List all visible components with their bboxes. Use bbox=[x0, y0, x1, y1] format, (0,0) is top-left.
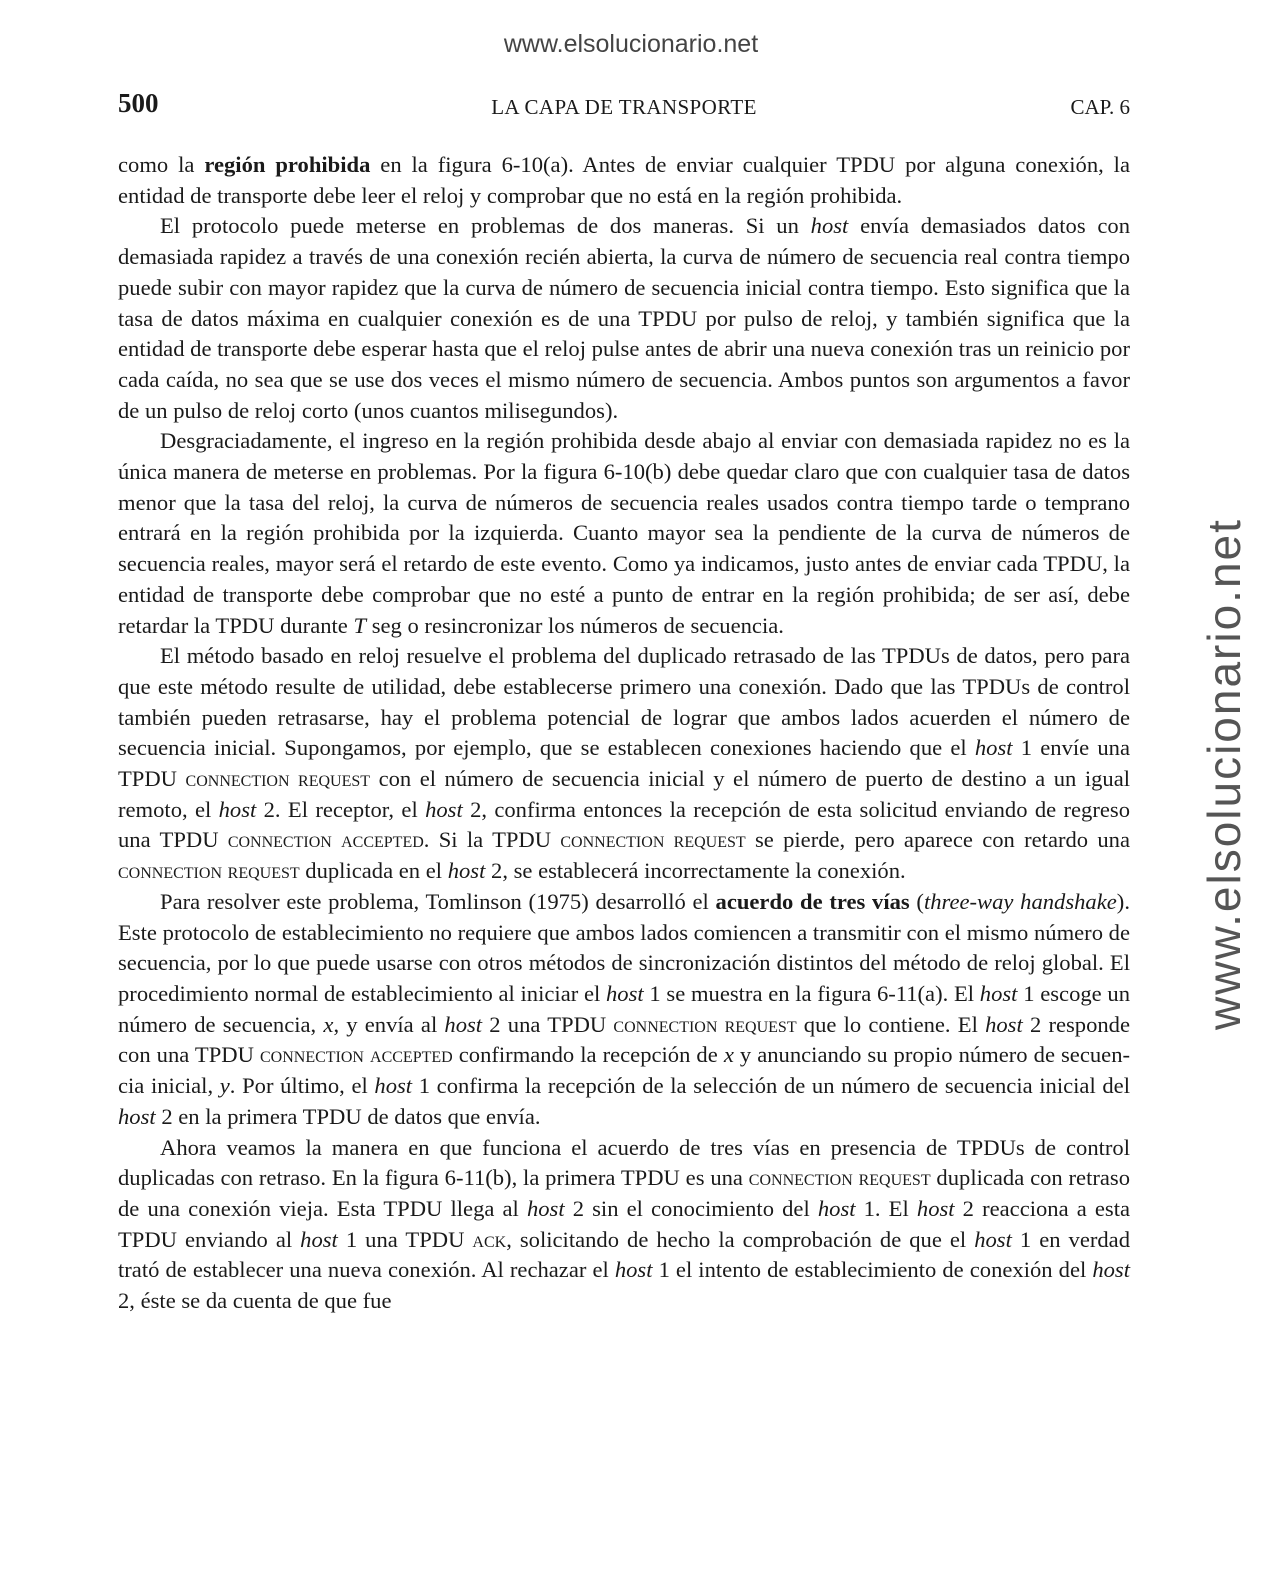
text: 2 en la primera TPDU de datos que envía. bbox=[155, 1103, 541, 1129]
text: envía demasiados datos con demasiada rapidez a través de una conexión recién abierta, la curva de número de secuencia real contra tiempo puede subir con mayor rapidez que la curva de número de secuencia inicial contra tiempo. Esto significa que la tasa de datos máxima en cualquier conexión es de una TPDU por pulso de reloj, y también significa que la entidad de transporte debe esperar hasta que el reloj pulse antes de abrir una nueva conexión tras un reinicio por cada caída, no sea que se use dos veces el mismo número de secuencia. Ambos puntos son argumentos a favor de un pulso de reloj corto (unos cuantos milisegundos). bbox=[118, 213, 1130, 423]
italic-term: host bbox=[444, 1011, 483, 1037]
smallcaps-term: connection request bbox=[560, 827, 746, 853]
italic-term: host bbox=[916, 1195, 955, 1221]
text: 2 reacciona a esta TPDU enviando al bbox=[118, 1195, 1131, 1252]
text: Desgraciadamente, el ingreso en la región prohibida desde abajo al enviar con demasiada rapidez no es la única manera de meterse en problemas. Por la figura 6-10(b) debe quedar claro que con cualquier tasa de datos menor que la tasa del reloj, la curva de números de secuencia reales usados contra tiempo tarde o temprano entrará en la región prohibida por la izquierda. Cuanto mayor sea la pendiente de la curva de números de secuencia reales, mayor será el retardo de este evento. Como ya indicamos, justo antes de enviar cada TPDU, la entidad de transporte debe comprobar que no esté a punto de entrar en la región prohibida; de ser así, debe retardar la TPDU durante bbox=[118, 428, 1130, 638]
text: 2, se establecerá incorrectamente la conexión. bbox=[485, 858, 906, 884]
text: 1 confirma la recepción de la selección de un número de secuencia inicial del bbox=[412, 1073, 1130, 1099]
text: seg o resincronizar los números de secuencia. bbox=[366, 612, 784, 638]
text: 2 responde con una TPDU bbox=[118, 1011, 1131, 1068]
italic-term: host bbox=[425, 796, 463, 822]
italic-term: host bbox=[974, 735, 1013, 761]
text: 1 se muestra en la figura 6-11(a). El bbox=[643, 980, 980, 1006]
smallcaps-term: connection request bbox=[613, 1011, 797, 1037]
smallcaps-term: connection accepted bbox=[259, 1042, 453, 1068]
italic-term: host bbox=[810, 213, 849, 239]
paragraph-1 bbox=[118, 150, 1130, 211]
italic-term: host bbox=[526, 1195, 565, 1221]
bold-term: región prohibida bbox=[204, 152, 371, 177]
italic-term: host bbox=[817, 1195, 856, 1221]
text: 2 sin el conocimiento del bbox=[564, 1195, 818, 1221]
text: . Por último, el bbox=[229, 1073, 375, 1099]
italic-term: x bbox=[323, 1011, 334, 1037]
paragraph-3 bbox=[118, 426, 1130, 641]
smallcaps-term: connection request bbox=[185, 766, 371, 792]
paragraph-5 bbox=[118, 887, 1130, 1133]
text: confirmando la recepción de bbox=[452, 1042, 724, 1068]
text: 2, éste se da cuenta de que fue bbox=[118, 1288, 392, 1314]
text: El protocolo puede meterse en problemas de dos maneras. Si un bbox=[160, 213, 811, 239]
italic-term: host bbox=[1092, 1257, 1130, 1283]
text: 2. El receptor, el bbox=[256, 796, 426, 822]
text: 2, confirma entonces la recepción de esta solicitud enviando de regreso una TPDU bbox=[118, 796, 1130, 853]
text: 1 en verdad trató de establecer una nueva conexión. Al rechazar el bbox=[118, 1226, 1131, 1283]
italic-term: y bbox=[219, 1073, 230, 1099]
text: 1 envíe una TPDU bbox=[118, 735, 1130, 792]
page-number: 500 bbox=[118, 88, 159, 118]
paragraph-2 bbox=[118, 211, 1130, 426]
text: , solicitando de hecho la comprobación de que el bbox=[506, 1226, 975, 1252]
italic-term: host bbox=[614, 1257, 653, 1283]
text: duplicada en el bbox=[299, 858, 448, 884]
text: con el número de secuencia inicial y el número de puerto de destino a un igual remoto, el bbox=[118, 766, 1130, 822]
text: duplicada con retraso de una conexión vieja. Esta TPDU llega al bbox=[118, 1165, 1131, 1221]
text: . Si la TPDU bbox=[423, 827, 561, 853]
text: ). Este protocolo de establecimiento no requiere que ambos lados comiencen a transmitir con el mismo número de secuencia, por lo que puede usarse con otros métodos de sincronización distintos del método de reloj global. El procedimiento normal de establecimiento al iniciar el bbox=[118, 888, 1130, 1006]
chapter-label: CAP. 6 bbox=[1070, 95, 1130, 119]
italic-term: T bbox=[353, 612, 367, 638]
italic-term: host bbox=[606, 980, 644, 1006]
text: se pierde, pero aparece con retardo una bbox=[745, 827, 1131, 853]
text: que lo contiene. El bbox=[796, 1011, 986, 1037]
bold-term: acuerdo de tres vías bbox=[715, 888, 910, 914]
text: 2 una TPDU bbox=[482, 1011, 614, 1037]
italic-term: host bbox=[985, 1011, 1023, 1037]
text: ( bbox=[909, 888, 924, 914]
smallcaps-term: connection request bbox=[748, 1165, 931, 1191]
smallcaps-term: ack bbox=[472, 1226, 507, 1252]
text: y anunciando su propio número de secuencia inicial, bbox=[118, 1042, 1131, 1099]
text: Para resolver este problema, Tomlinson (1975) desarrolló el bbox=[160, 888, 716, 914]
body-text bbox=[118, 150, 1130, 1317]
italic-term: host bbox=[118, 1103, 156, 1129]
italic-term: x bbox=[723, 1042, 734, 1068]
italic-term: three-way handshake bbox=[923, 888, 1117, 914]
chapter-title: LA CAPA DE TRANSPORTE bbox=[491, 95, 757, 119]
smallcaps-term: connection request bbox=[118, 858, 300, 884]
text: 1 escoge un número de secuencia, bbox=[118, 980, 1131, 1037]
text: 1 el intento de establecimiento de conexión del bbox=[652, 1257, 1093, 1283]
text: 1. El bbox=[855, 1195, 917, 1221]
running-head bbox=[118, 88, 1130, 128]
watermark-side: www.elsolucionario.net bbox=[1198, 518, 1250, 1030]
paragraph-4 bbox=[118, 641, 1130, 887]
italic-term: host bbox=[979, 980, 1018, 1006]
italic-term: host bbox=[374, 1073, 413, 1099]
italic-term: host bbox=[447, 858, 486, 884]
text: 1 una TPDU bbox=[337, 1226, 473, 1252]
text: , y envía al bbox=[333, 1011, 445, 1037]
paragraph-6 bbox=[118, 1133, 1130, 1317]
watermark-top: www.elsolucionario.net bbox=[503, 30, 759, 58]
text: Ahora veamos la manera en que funciona el acuerdo de tres vías en presencia de TPDUs de control duplicadas con retraso. En la figura 6-11(b), la primera TPDU es una bbox=[118, 1134, 1130, 1191]
smallcaps-term: connection accepted bbox=[227, 827, 424, 853]
text: El método basado en reloj resuelve el problema del duplicado retrasado de las TPDUs de datos, pero para que este método resulte de utilidad, debe establecerse primero una conexión. Dado que las TPDUs de control también pueden retrasarse, hay el problema potencial de lograr que ambos lados acuerden el número de secuencia inicial. Supongamos, por ejemplo, que se establecen conexiones haciendo que el bbox=[118, 643, 1130, 761]
italic-term: host bbox=[974, 1226, 1012, 1252]
text: en la figura 6-10(a). Antes de enviar cualquier TPDU por alguna conexión, la entidad de transporte debe leer el reloj y comprobar que no está en la región prohibida. bbox=[118, 152, 1130, 208]
italic-term: host bbox=[300, 1226, 338, 1252]
italic-term: host bbox=[218, 796, 257, 822]
text: como la bbox=[118, 152, 205, 177]
